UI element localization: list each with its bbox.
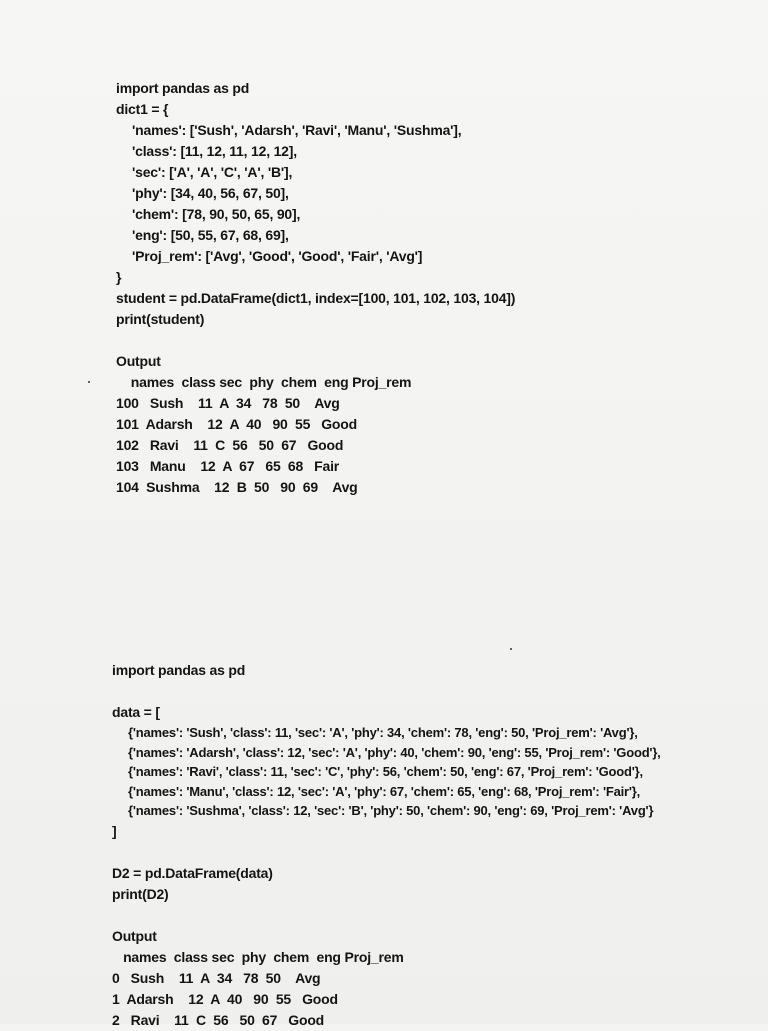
print-line: print(D2): [112, 885, 169, 902]
data-line: {'names': 'Manu', 'class': 12, 'sec': 'A', 'phy': 67, 'chem': 65, 'eng': 68, 'Proj_rem': 'Fair'},: [128, 783, 641, 799]
output-label: Output: [116, 353, 161, 369]
dict-line: 'eng': [50, 55, 67, 68, 69],: [132, 227, 289, 243]
scan-speck: [510, 648, 512, 650]
data-close-line: ]: [112, 822, 117, 839]
data-open-line: data = [: [112, 704, 160, 720]
output-label: Output: [112, 927, 157, 944]
output-row: 103 Manu 12 A 67 65 68 Fair: [116, 458, 340, 474]
data-line: {'names': 'Sush', 'class': 11, 'sec': 'A', 'phy': 34, 'chem': 78, 'eng': 50, 'Proj_rem': 'Avg'},: [128, 725, 638, 740]
dict-line: 'phy': [34, 40, 56, 67, 50],: [132, 185, 289, 201]
dict-close-line: }: [116, 269, 122, 285]
output-row: 1 Adarsh 12 A 40 90 55 Good: [112, 990, 338, 1007]
output-row: 102 Ravi 11 C 56 50 67 Good: [116, 437, 344, 453]
data-line: {'names': 'Adarsh', 'class': 12, 'sec': 'A', 'phy': 40, 'chem': 90, 'eng': 55, 'Proj_rem': 'Good'},: [128, 744, 661, 760]
code-block-2: [112, 660, 752, 1031]
dict-line: 'names': ['Sush', 'Adarsh', 'Ravi', 'Manu', 'Sushma'],: [132, 122, 462, 138]
data-line: {'names': 'Ravi', 'class': 11, 'sec': 'C', 'phy': 56, 'chem': 50, 'eng': 67, 'Proj_rem': 'Good'},: [128, 764, 643, 779]
print-line: print(student): [116, 311, 205, 327]
dataframe-line: student = pd.DataFrame(dict1, index=[100, 101, 102, 103, 104]): [116, 290, 516, 306]
output-row: 100 Sush 11 A 34 78 50 Avg: [116, 395, 340, 411]
scan-speck: [88, 381, 90, 383]
output-header: names class sec phy chem eng Proj_rem: [112, 948, 404, 965]
dict-line: 'chem': [78, 90, 50, 65, 90],: [132, 206, 301, 222]
dataframe-line: D2 = pd.DataFrame(data): [112, 864, 273, 881]
output-row: 104 Sushma 12 B 50 90 69 Avg: [116, 479, 358, 495]
import-line: import pandas as pd: [112, 662, 246, 678]
data-line: {'names': 'Sushma', 'class': 12, 'sec': 'B', 'phy': 50, 'chem': 90, 'eng': 69, 'Proj_rem': 'Avg'}: [128, 803, 654, 818]
dict-line: 'sec': ['A', 'A', 'C', 'A', 'B'],: [132, 164, 293, 180]
output-row: 101 Adarsh 12 A 40 90 55 Good: [116, 416, 357, 432]
output-row: 2 Ravi 11 C 56 50 67 Good: [112, 1011, 325, 1028]
dict-line: 'Proj_rem': ['Avg', 'Good', 'Good', 'Fair', 'Avg']: [132, 248, 423, 264]
output-header: names class sec phy chem eng Proj_rem: [116, 374, 412, 390]
import-line: import pandas as pd: [116, 80, 250, 96]
dict-line: 'class': [11, 12, 11, 12, 12],: [132, 143, 297, 159]
output-row: 0 Sush 11 A 34 78 50 Avg: [112, 969, 321, 986]
dict-open-line: dict1 = {: [116, 101, 169, 117]
code-block-1: [116, 78, 736, 498]
